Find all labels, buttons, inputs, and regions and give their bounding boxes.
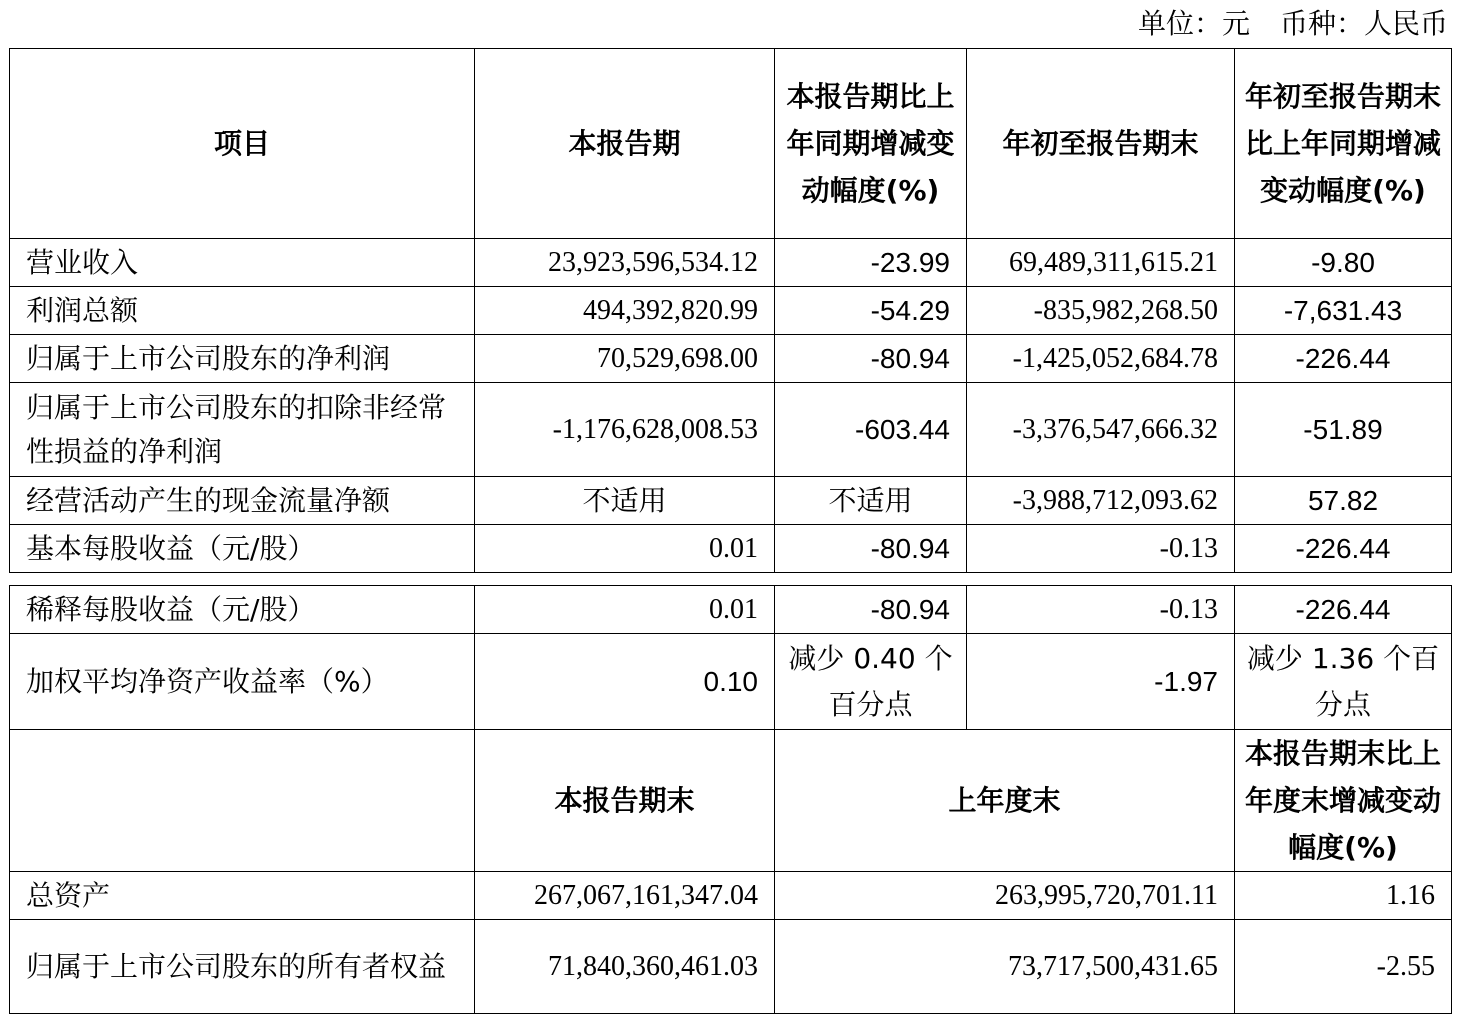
current-period-value: 0.01 bbox=[475, 525, 775, 573]
current-period-value: -1,176,628,008.53 bbox=[475, 383, 775, 477]
current-change-value: 减少 0.40 个百分点 bbox=[775, 634, 967, 730]
main-financial-table bbox=[9, 48, 1452, 573]
table-row bbox=[10, 383, 1452, 477]
ytd-value: -3,376,547,666.32 bbox=[967, 383, 1235, 477]
period-end-value: 267,067,161,347.04 bbox=[475, 872, 775, 920]
header-period-end: 本报告期末 bbox=[475, 730, 775, 872]
header-current-period: 本报告期 bbox=[475, 49, 775, 239]
current-change-value: -603.44 bbox=[775, 383, 967, 477]
ytd-change-value: -226.44 bbox=[1235, 335, 1452, 383]
row-label: 稀释每股收益（元/股） bbox=[10, 586, 475, 634]
table-row bbox=[10, 634, 1452, 730]
current-period-value: 494,392,820.99 bbox=[475, 287, 775, 335]
ytd-value: 69,489,311,615.21 bbox=[967, 239, 1235, 287]
table-row bbox=[10, 586, 1452, 634]
table-row bbox=[10, 287, 1452, 335]
row-label: 加权平均净资产收益率（%） bbox=[10, 634, 475, 730]
header-ytd-change: 年初至报告期末比上年同期增减变动幅度(%) bbox=[1235, 49, 1452, 239]
unit-currency-line bbox=[1138, 4, 1448, 44]
prior-year-end-value: 263,995,720,701.11 bbox=[775, 872, 1235, 920]
table-row bbox=[10, 920, 1452, 1014]
table-row bbox=[10, 525, 1452, 573]
header-prior-year-end: 上年度末 bbox=[775, 730, 1235, 872]
current-change-value: -80.94 bbox=[775, 586, 967, 634]
period-end-value: 71,840,360,461.03 bbox=[475, 920, 775, 1014]
table-row bbox=[10, 239, 1452, 287]
period-change-value: -2.55 bbox=[1235, 920, 1452, 1014]
current-change-value: -54.29 bbox=[775, 287, 967, 335]
row-label: 归属于上市公司股东的净利润 bbox=[10, 335, 475, 383]
ytd-change-value: -51.89 bbox=[1235, 383, 1452, 477]
currency-label: 币种：人民币 bbox=[1279, 7, 1448, 40]
current-change-value: -80.94 bbox=[775, 525, 967, 573]
current-period-value: 23,923,596,534.12 bbox=[475, 239, 775, 287]
row-label: 总资产 bbox=[10, 872, 475, 920]
table-header-row bbox=[10, 49, 1452, 239]
header-period-change: 本报告期末比上年度末增减变动幅度(%) bbox=[1235, 730, 1452, 872]
row-label: 归属于上市公司股东的所有者权益 bbox=[10, 920, 475, 1014]
ytd-value: -835,982,268.50 bbox=[967, 287, 1235, 335]
unit-label: 单位：元 bbox=[1137, 7, 1250, 40]
header-ytd: 年初至报告期末 bbox=[967, 49, 1235, 239]
row-label: 归属于上市公司股东的扣除非经常性损益的净利润 bbox=[10, 383, 475, 477]
current-change-value: 不适用 bbox=[775, 477, 967, 525]
current-change-value: -23.99 bbox=[775, 239, 967, 287]
table-row bbox=[10, 335, 1452, 383]
ytd-change-value: -7,631.43 bbox=[1235, 287, 1452, 335]
row-label: 营业收入 bbox=[10, 239, 475, 287]
ytd-value: -0.13 bbox=[967, 525, 1235, 573]
current-period-value: 不适用 bbox=[475, 477, 775, 525]
ytd-value: -1,425,052,684.78 bbox=[967, 335, 1235, 383]
current-period-value: 70,529,698.00 bbox=[475, 335, 775, 383]
table-row bbox=[10, 872, 1452, 920]
row-label: 基本每股收益（元/股） bbox=[10, 525, 475, 573]
ytd-value: -1.97 bbox=[967, 634, 1235, 730]
ytd-change-value: 57.82 bbox=[1235, 477, 1452, 525]
period-change-value: 1.16 bbox=[1235, 872, 1452, 920]
prior-year-end-value: 73,717,500,431.65 bbox=[775, 920, 1235, 1014]
header-current-change: 本报告期比上年同期增减变动幅度(%) bbox=[775, 49, 967, 239]
ytd-value: -3,988,712,093.62 bbox=[967, 477, 1235, 525]
continued-financial-table bbox=[9, 585, 1452, 1014]
balance-header-row bbox=[10, 730, 1452, 872]
ytd-change-value: -226.44 bbox=[1235, 525, 1452, 573]
ytd-change-value: -226.44 bbox=[1235, 586, 1452, 634]
ytd-change-value: 减少 1.36 个百分点 bbox=[1235, 634, 1452, 730]
current-period-value: 0.01 bbox=[475, 586, 775, 634]
header-item: 项目 bbox=[10, 49, 475, 239]
row-label: 经营活动产生的现金流量净额 bbox=[10, 477, 475, 525]
header-blank bbox=[10, 730, 475, 872]
ytd-value: -0.13 bbox=[967, 586, 1235, 634]
row-label: 利润总额 bbox=[10, 287, 475, 335]
ytd-change-value: -9.80 bbox=[1235, 239, 1452, 287]
current-change-value: -80.94 bbox=[775, 335, 967, 383]
current-period-value: 0.10 bbox=[475, 634, 775, 730]
table-row bbox=[10, 477, 1452, 525]
